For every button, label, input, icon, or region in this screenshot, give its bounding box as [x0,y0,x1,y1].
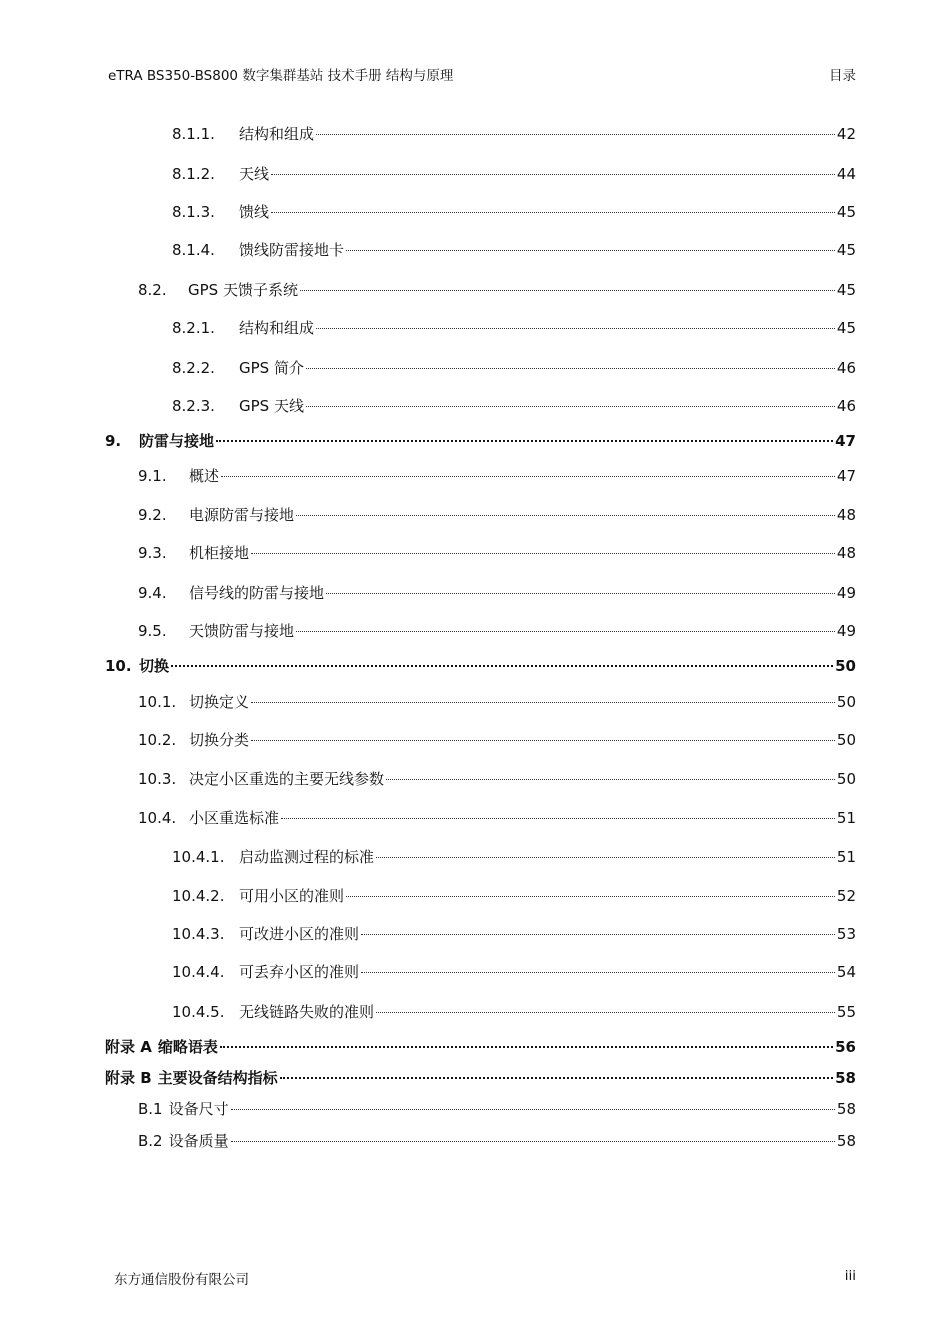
toc-entry-title: 设备尺寸 [168,1100,229,1118]
toc-entry-number: 10.4.3. [172,925,225,943]
toc-entry-number: B.2 [138,1132,163,1150]
toc-entry-title: 小区重选标准 [189,809,280,827]
dot-leader [171,665,833,667]
toc-entry[interactable] [138,808,856,828]
toc-entry[interactable] [138,730,856,750]
toc-entry[interactable] [172,847,856,867]
toc-entry-number: 10.4.1. [172,848,225,866]
toc-entry[interactable] [172,202,856,222]
toc-entry-number: 10.4. [138,809,177,827]
toc-entry-page: 47 [836,467,856,485]
toc-entry-title: 机柜接地 [189,544,250,562]
toc-entry-number: 附录 B [105,1069,152,1087]
toc-entry-page: 51 [836,848,856,866]
toc-chapter-entry[interactable] [105,656,856,676]
toc-chapter-entry[interactable] [105,431,856,451]
dot-leader [316,328,835,329]
toc-entry-title: GPS 简介 [239,359,304,377]
toc-entry-title: 可丢弃小区的准则 [239,963,360,981]
dot-leader [300,290,835,291]
dot-leader [296,515,835,516]
toc-appendix-entry[interactable] [105,1037,856,1057]
toc-entry-number: 10.2. [138,731,177,749]
toc-entry-title: 切换分类 [189,731,250,749]
toc-entry-page: 51 [836,809,856,827]
toc-entry-number: 8.2.2. [172,359,215,377]
toc-entry-title: 信号线的防雷与接地 [189,584,325,602]
toc-entry-title: 电源防雷与接地 [189,506,295,524]
dot-leader [280,1077,833,1079]
toc-entry-number: 9. [105,432,122,450]
toc-entry-page: 52 [836,887,856,905]
toc-entry-number: 8.2.3. [172,397,215,415]
toc-entry[interactable] [138,692,856,712]
toc-entry-number: 10.4.2. [172,887,225,905]
toc-entry-page: 48 [836,506,856,524]
toc-entry-title: 天线 [239,165,270,183]
dot-leader [221,476,835,477]
toc-entry[interactable] [172,318,856,338]
company-name: 东方通信股份有限公司 [114,1272,249,1288]
toc-entry-page: 50 [836,693,856,711]
toc-entry-page: 45 [836,319,856,337]
toc-entry[interactable] [172,358,856,378]
toc-entry[interactable] [172,164,856,184]
dot-leader [251,553,835,554]
toc-entry-title: 缩略语表 [157,1038,218,1056]
toc-entry[interactable] [138,621,856,641]
toc-entry-page: 45 [836,203,856,221]
toc-entry-number: 10.3. [138,770,177,788]
toc-entry-page: 56 [835,1038,856,1056]
toc-entry[interactable] [172,1002,856,1022]
dot-leader [361,972,835,973]
dot-leader [296,631,835,632]
toc-entry[interactable] [138,1099,856,1119]
dot-leader [306,406,835,407]
toc-entry-title: 结构和组成 [239,319,315,337]
section-label: 目录 [829,68,856,84]
dot-leader [386,779,835,780]
toc-appendix-entry[interactable] [105,1068,856,1088]
toc-entry-number: 10.1. [138,693,177,711]
toc-entry[interactable] [172,886,856,906]
toc-entry-page: 53 [836,925,856,943]
toc-entry-page: 45 [836,241,856,259]
toc-entry-title: 馈线防雷接地卡 [239,241,345,259]
toc-entry-title: 决定小区重选的主要无线参数 [189,770,385,788]
toc-entry-page: 58 [836,1100,856,1118]
dot-leader [316,134,835,135]
toc-entry-page: 49 [836,622,856,640]
toc-entry-title: 可用小区的准则 [239,887,345,905]
toc-entry-number: B.1 [138,1100,163,1118]
toc-entry-title: GPS 天馈子系统 [188,281,298,299]
toc-entry-number: 8.2. [138,281,167,299]
toc-entry-number: 8.1.4. [172,241,215,259]
dot-leader [251,740,835,741]
toc-entry[interactable] [138,769,856,789]
toc-entry-page: 45 [836,281,856,299]
page-header [108,64,856,84]
dot-leader [251,702,835,703]
toc-entry-number: 10.4.4. [172,963,225,981]
toc-entry-title: 切换 [139,657,170,675]
toc-entry-title: 结构和组成 [239,125,315,143]
toc-entry-number: 8.1.1. [172,125,215,143]
dot-leader [231,1141,835,1142]
toc-entry[interactable] [172,240,856,260]
dot-leader [346,250,835,251]
dot-leader [231,1109,835,1110]
toc-entry-number: 8.1.3. [172,203,215,221]
toc-entry-number: 9.5. [138,622,167,640]
toc-entry[interactable] [138,543,856,563]
toc-entry-title: 防雷与接地 [139,432,215,450]
toc-entry-number: 10. [105,657,132,675]
toc-entry-number: 10.4.5. [172,1003,225,1021]
toc-entry-title: 馈线 [239,203,270,221]
dot-leader [220,1046,833,1048]
toc-entry-title: 启动监测过程的标准 [239,848,375,866]
document-title: eTRA BS350-BS800 数字集群基站 技术手册 结构与原理 [108,68,454,84]
dot-leader [271,174,835,175]
dot-leader [376,1012,835,1013]
dot-leader [306,368,835,369]
toc-entry[interactable] [138,1131,856,1151]
toc-entry-page: 50 [835,657,856,675]
toc-entry-number: 8.2.1. [172,319,215,337]
dot-leader [346,896,835,897]
dot-leader [361,934,835,935]
toc-entry-page: 58 [835,1069,856,1087]
toc-entry[interactable] [172,962,856,982]
toc-entry-number: 9.4. [138,584,167,602]
toc-entry-page: 44 [836,165,856,183]
dot-leader [216,440,833,442]
toc-entry-page: 46 [836,359,856,377]
dot-leader [326,593,835,594]
toc-entry-page: 58 [836,1132,856,1150]
toc-entry-number: 附录 A [105,1038,152,1056]
toc-entry-title: 主要设备结构指标 [157,1069,278,1087]
dot-leader [281,818,835,819]
toc-entry[interactable] [172,124,856,144]
dot-leader [271,212,835,213]
toc-entry-page: 49 [836,584,856,602]
toc-entry[interactable] [138,280,856,300]
toc-entry-title: 可改进小区的准则 [239,925,360,943]
toc-entry-title: 无线链路失败的准则 [239,1003,375,1021]
toc-entry[interactable] [138,583,856,603]
toc-entry[interactable] [138,466,856,486]
toc-entry-number: 8.1.2. [172,165,215,183]
toc-entry-title: 切换定义 [189,693,250,711]
toc-entry-page: 46 [836,397,856,415]
toc-entry[interactable] [138,505,856,525]
toc-entry-number: 9.2. [138,506,167,524]
dot-leader [376,857,835,858]
toc-entry-page: 55 [836,1003,856,1021]
toc-entry-page: 54 [836,963,856,981]
toc-entry-page: 50 [836,731,856,749]
toc-entry-title: 设备质量 [168,1132,229,1150]
toc-entry-title: 天馈防雷与接地 [189,622,295,640]
page-number: iii [844,1268,856,1284]
toc-entry-title: 概述 [189,467,220,485]
toc-entry-number: 9.1. [138,467,167,485]
toc-entry[interactable] [172,924,856,944]
toc-entry-number: 9.3. [138,544,167,562]
toc-entry-page: 50 [836,770,856,788]
toc-entry-title: GPS 天线 [239,397,304,415]
toc-entry-page: 48 [836,544,856,562]
toc-entry-page: 42 [836,125,856,143]
toc-entry-page: 47 [835,432,856,450]
toc-entry[interactable] [172,396,856,416]
